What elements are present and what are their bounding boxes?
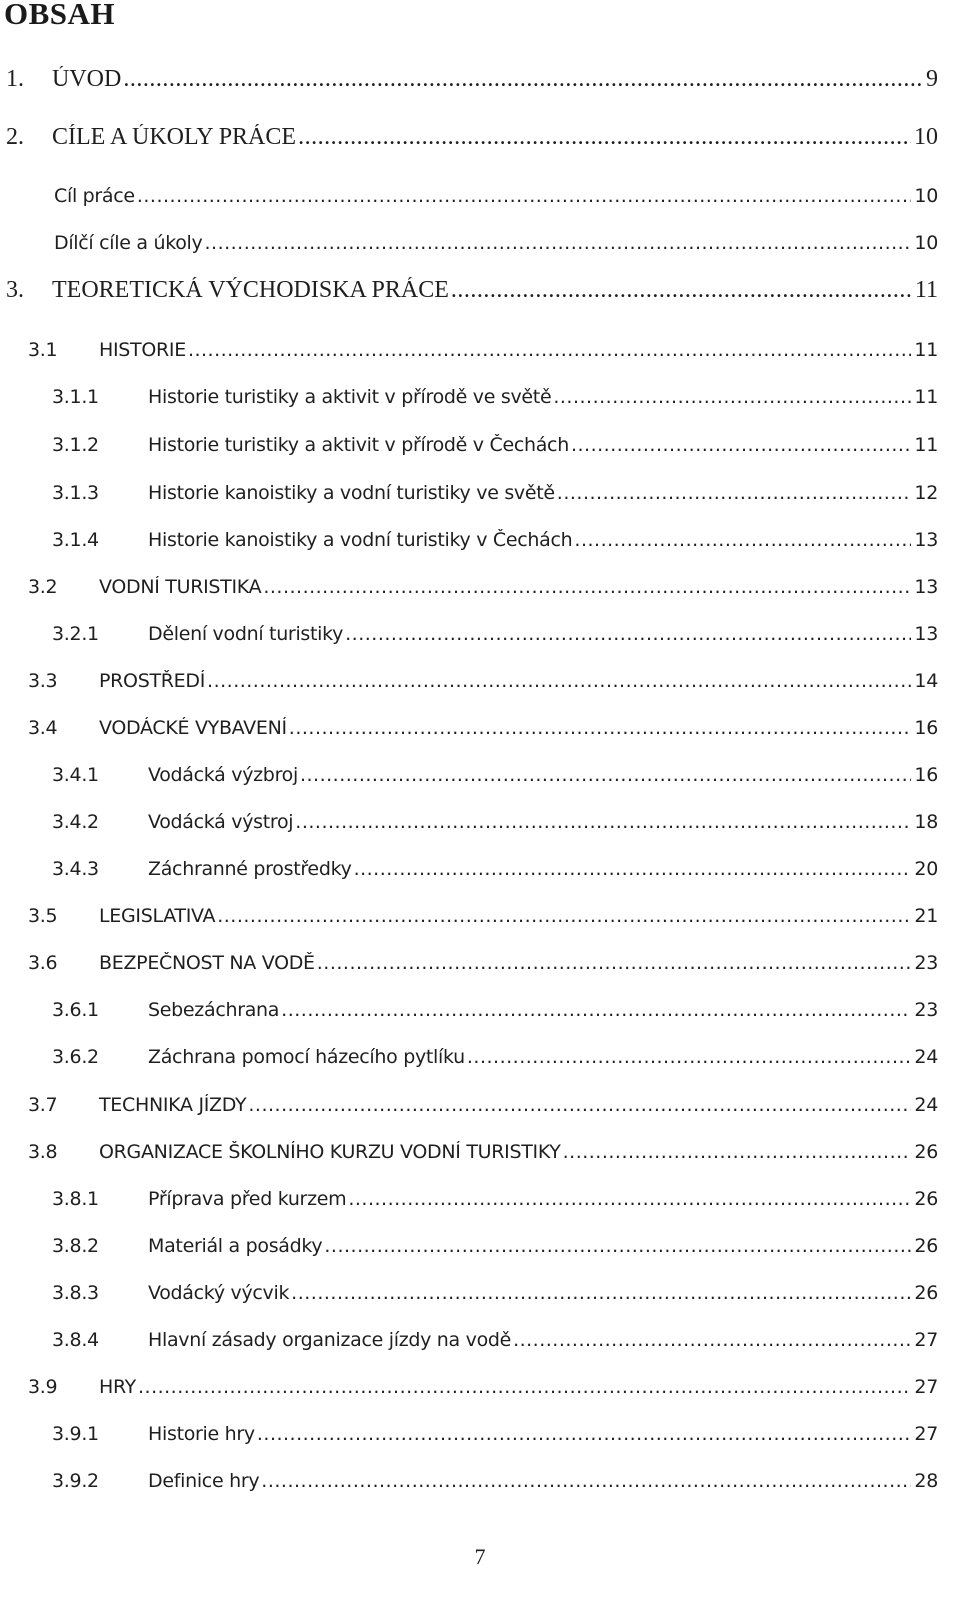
toc-entry-number: 3.4 [28,717,58,739]
toc-entry-number: 3.6.1 [52,999,99,1021]
toc-dot-leader [188,339,911,361]
toc-entry-number: 3.4.2 [52,811,99,833]
toc-entry-number: 3.9 [28,1376,58,1398]
toc-dot-leader [217,905,911,927]
toc-entry-number: 3.9.2 [52,1470,99,1492]
toc-entry-3-1-3[interactable] [52,482,938,504]
toc-dot-leader [300,764,911,786]
toc-entry-3-8-2[interactable] [52,1235,938,1257]
toc-dot-leader [557,482,912,504]
toc-entry-page: 14 [914,670,938,692]
toc-dot-leader [257,1423,912,1445]
toc-entry-title: VODNÍ TURISTIKA [99,576,262,598]
toc-entry-3-4[interactable] [28,717,938,739]
toc-dot-leader [467,1046,912,1068]
toc-dot-leader [451,277,912,304]
toc-dot-leader [298,124,911,151]
toc-dot-leader [248,1094,911,1116]
toc-entry-title: Dělení vodní turistiky [148,623,344,645]
toc-dot-leader [574,529,911,551]
toc-entry-title: Záchrana pomocí házecího pytlíku [148,1046,465,1068]
toc-dot-leader [324,1235,911,1257]
toc-entry-page: 23 [914,952,938,974]
page-number: 7 [474,1544,486,1569]
toc-entry-title: LEGISLATIVA [99,905,216,927]
toc-entry-page: 11 [914,277,938,303]
toc-entry-title: Hlavní zásady organizace jízdy na vodě [148,1329,512,1351]
toc-entry-title: Dílčí cíle a úkoly [54,232,203,254]
toc-entry-title: TECHNIKA JÍZDY [99,1094,247,1116]
toc-entry-number: 3.8 [28,1141,58,1163]
toc-entry-3-8-4[interactable] [52,1329,938,1351]
toc-dot-leader [317,952,912,974]
toc-entry-number: 3.3 [28,670,58,692]
toc-entry-title: Historie kanoistiky a vodní turistiky v Čechách [148,529,573,551]
toc-entry-page: 26 [914,1141,938,1163]
toc-entry-number: 3.8.3 [52,1282,99,1304]
toc-entry-page: 11 [914,386,938,408]
toc-dot-leader [295,811,911,833]
toc-entry-title: Definice hry [148,1470,260,1492]
toc-entry-page: 13 [914,623,938,645]
toc-entry-page: 21 [914,905,938,927]
toc-entry-3-4-3[interactable] [52,858,938,880]
toc-entry-number: 3.9.1 [52,1423,99,1445]
toc-entry-3-1-2[interactable] [52,434,938,456]
toc-entry-3-9[interactable] [28,1376,938,1398]
toc-entry-3-9-1[interactable] [52,1423,938,1445]
toc-entry-title: Záchranné prostředky [148,858,352,880]
toc-dot-leader [137,185,912,207]
toc-entry-3-1[interactable] [28,339,938,361]
toc-dot-leader [204,232,911,254]
toc-dot-leader [123,66,923,93]
toc-entry-number: 3.1.4 [52,529,99,551]
toc-dot-leader [138,1376,911,1398]
toc-entry-3-3[interactable] [28,670,938,692]
toc-entry-3-1-1[interactable] [52,386,938,408]
toc-entry-number: 2. [6,124,24,150]
toc-entry-title: Cíl práce [54,185,135,207]
toc-dot-leader [571,434,911,456]
toc-entry-title: VODÁCKÉ VYBAVENÍ [99,717,287,739]
toc-entry-3-8[interactable] [28,1141,938,1163]
toc-entry-page: 27 [914,1329,938,1351]
toc-entry-title: ÚVOD [52,66,122,92]
toc-entry-page: 27 [914,1423,938,1445]
toc-dot-leader [291,1282,911,1304]
toc-entry-page: 9 [926,66,938,92]
toc-entry-number: 3.2.1 [52,623,99,645]
toc-entry-page: 13 [914,529,938,551]
toc-dot-leader [261,1470,911,1492]
toc-dot-leader [513,1329,911,1351]
toc-entry-title: Historie hry [148,1423,255,1445]
toc-entry-title: Příprava před kurzem [148,1188,347,1210]
toc-entry-3-5[interactable] [28,905,938,927]
toc-entry-number: 3.4.1 [52,764,99,786]
toc-entry-title: TEORETICKÁ VÝCHODISKA PRÁCE [52,277,449,303]
toc-entry-page: 10 [914,185,938,207]
toc-entry-page: 27 [914,1376,938,1398]
toc-entry-3-4-2[interactable] [52,811,938,833]
toc-entry-3-8-3[interactable] [52,1282,938,1304]
toc-entry-3-6-2[interactable] [52,1046,938,1068]
toc-dot-leader [354,858,912,880]
toc-entry-page: 18 [914,811,938,833]
toc-entry-page: 12 [914,482,938,504]
toc-entry-title: Vodácký výcvik [148,1282,290,1304]
toc-entry-title: Historie turistiky a aktivit v přírodě v Čechách [148,434,569,456]
toc-entry-page: 16 [914,717,938,739]
toc-entry-3-8-1[interactable] [52,1188,938,1210]
toc-entry-3-4-1[interactable] [52,764,938,786]
toc-entry-page: 26 [914,1235,938,1257]
toc-entry-page: 10 [914,232,938,254]
toc-entry-title: HRY [99,1376,136,1398]
toc-entry-3[interactable] [6,277,938,304]
toc-entry-3-9-2[interactable] [52,1470,938,1492]
toc-entry-number: 3.7 [28,1094,58,1116]
toc-entry-number: 3.8.4 [52,1329,99,1351]
toc-dot-leader [563,1141,912,1163]
toc-entry-number: 3.1.2 [52,434,99,456]
toc-entry-page: 11 [914,434,938,456]
toc-entry-3-7[interactable] [28,1094,938,1116]
toc-entry-title: BEZPEČNOST NA VODĚ [99,952,315,974]
toc-entry-title: Vodácká výzbroj [148,764,298,786]
toc-entry-title: ORGANIZACE ŠKOLNÍHO KURZU VODNÍ TURISTIKY [99,1141,561,1163]
toc-entry-number: 3.2 [28,576,58,598]
page-title: OBSAH [4,0,116,31]
toc-entry-number: 3.6.2 [52,1046,99,1068]
toc-entry-1[interactable] [6,66,938,93]
toc-entry-title: Materiál a posádky [148,1235,323,1257]
toc-entry-number: 3.8.1 [52,1188,99,1210]
toc-dot-leader [289,717,912,739]
toc-entry-dilci-cile[interactable] [54,232,938,254]
toc-entry-title: CÍLE A ÚKOLY PRÁCE [52,124,297,150]
toc-entry-3-2-1[interactable] [52,623,938,645]
toc-entry-title: Historie turistiky a aktivit v přírodě ve světě [148,386,552,408]
toc-entry-title: HISTORIE [99,339,186,361]
toc-entry-page: 11 [914,339,938,361]
toc-entry-number: 1. [6,66,24,92]
toc-entry-page: 26 [914,1282,938,1304]
toc-entry-number: 3.1.1 [52,386,99,408]
toc-entry-number: 3.8.2 [52,1235,99,1257]
toc-entry-page: 10 [914,124,938,150]
toc-entry-number: 3.5 [28,905,58,927]
toc-entry-title: Vodácká výstroj [148,811,294,833]
toc-entry-3-1-4[interactable] [52,529,938,551]
toc-dot-leader [345,623,911,645]
toc-entry-number: 3.1.3 [52,482,99,504]
toc-dot-leader [553,386,911,408]
toc-entry-title: Historie kanoistiky a vodní turistiky ve světě [148,482,555,504]
toc-entry-number: 3.6 [28,952,58,974]
toc-entry-3-2[interactable] [28,576,938,598]
toc-entry-page: 24 [914,1046,938,1068]
toc-dot-leader [348,1188,911,1210]
toc-dot-leader [281,999,911,1021]
toc-entry-page: 26 [914,1188,938,1210]
toc-entry-3-6-1[interactable] [52,999,938,1021]
toc-entry-number: 3.4.3 [52,858,99,880]
toc-entry-3-6[interactable] [28,952,938,974]
toc-entry-page: 13 [914,576,938,598]
toc-entry-number: 3.1 [28,339,58,361]
toc-entry-title: PROSTŘEDÍ [99,670,206,692]
toc-entry-page: 24 [914,1094,938,1116]
toc-dot-leader [207,670,911,692]
toc-dot-leader [263,576,911,598]
toc-entry-page: 16 [914,764,938,786]
toc-entry-page: 23 [914,999,938,1021]
toc-entry-page: 28 [914,1470,938,1492]
toc-entry-number: 3. [6,277,24,303]
toc-entry-2[interactable] [6,124,938,151]
toc-entry-cil-prace[interactable] [54,185,938,207]
toc-entry-title: Sebezáchrana [148,999,280,1021]
toc-entry-page: 20 [914,858,938,880]
